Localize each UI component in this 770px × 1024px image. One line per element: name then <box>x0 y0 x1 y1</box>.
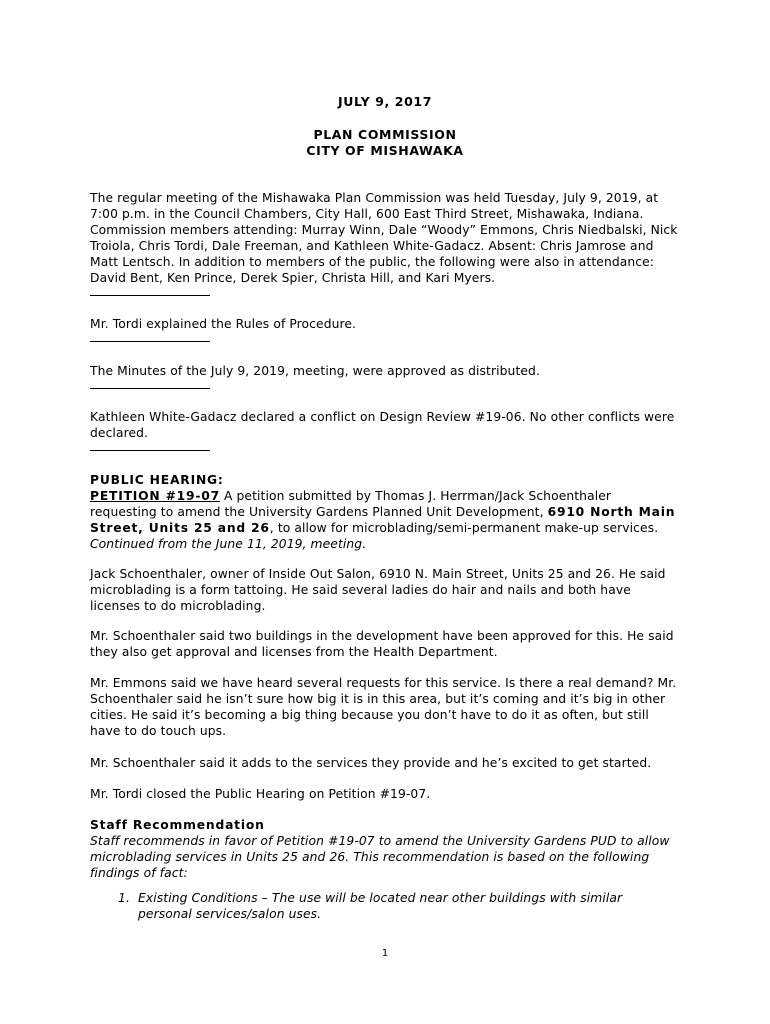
staff-heading: Staff Recommendation <box>90 818 265 832</box>
rules-paragraph: Mr. Tordi explained the Rules of Procedure. <box>90 317 357 331</box>
discussion-paragraph: Mr. Emmons said we have heard several requests for this service. Is there a real demand? Mr. Schoenthaler said he isn’t sure how big it is in this area, but it’s coming and it’s big in other cities. He said it’s becoming a big thing because you don’t have to do it as often, but still have to do touch ups. <box>90 676 677 738</box>
discussion-paragraph-4 <box>90 755 680 771</box>
intro-paragraph: The regular meeting of the Mishawaka Plan Commission was held Tuesday, July 9, 2019, at 7:00 p.m. in the Council Chambers, City Hall, 600 East Third Street, Mishawaka, Indiana. Commission members attending: Murray Winn, Dale “Woody” Emmons, Chris Niedbalski, Nick Troiola, Chris Tordi, Dale Freeman, and Kathleen White-Gadacz. Absent: Chris Jamrose and Matt Lentsch. In addition to members of the public, the following were also in attendance: David Bent, Ken Prince, Derek Spier, Christa Hill, and Kari Myers. <box>90 191 678 285</box>
minutes-section <box>90 363 680 389</box>
petition-text-2: , to allow for microblading/semi-permanent make-up services. <box>269 521 659 535</box>
meeting-date: JULY 9, 2017 <box>337 94 432 109</box>
divider-rule <box>90 341 210 342</box>
conflict-section <box>90 409 680 451</box>
discussion-paragraph: Mr. Schoenthaler said it adds to the services they provide and he’s excited to get started. <box>90 756 652 770</box>
divider-rule <box>90 295 210 296</box>
discussion-paragraph: Jack Schoenthaler, owner of Inside Out Salon, 6910 N. Main Street, Units 25 and 26. He said microblading is a form tattoing. He said several ladies do hair and nails and both have licenses to do microblading. <box>90 567 666 613</box>
discussion-paragraph: Mr. Schoenthaler said two buildings in the development have been approved for this. He said they also get approval and licenses from the Health Department. <box>90 629 674 659</box>
petition-text-1: A petition submitted by Thomas J. Herrman/Jack Schoenthaler requesting to amend the University Gardens Planned Unit Development, <box>90 489 612 519</box>
petition-address: 6910 North Main Street, Units 25 and 26 <box>90 505 676 535</box>
discussion-paragraph-2 <box>90 628 680 660</box>
discussion-paragraph-3 <box>90 675 680 739</box>
findings-list <box>90 890 680 922</box>
page-number: 1 <box>381 948 389 959</box>
staff-recommendation-section <box>90 817 680 922</box>
staff-text: Staff recommends in favor of Petition #19-07 to amend the University Gardens PUD to allow microblading services in Units 25 and 26. This recommendation is based on the following findings of fact: <box>90 834 670 880</box>
divider-rule <box>90 388 210 389</box>
finding-item: 1. Existing Conditions – The use will be located near other buildings with similar personal services/salon uses. <box>134 890 680 922</box>
intro-section <box>90 190 680 296</box>
divider-rule <box>90 450 210 451</box>
org-line-1: PLAN COMMISSION <box>313 127 457 142</box>
org-line-2: CITY OF MISHAWAKA <box>306 143 464 158</box>
public-hearing-section <box>90 472 680 552</box>
discussion-paragraph-1 <box>90 566 680 614</box>
conflict-paragraph: Kathleen White-Gadacz declared a conflict on Design Review #19-06. No other conflicts were declared. <box>90 410 675 440</box>
public-hearing-heading: PUBLIC HEARING: <box>90 473 224 487</box>
petition-label: PETITION #19-07 <box>90 489 220 503</box>
continued-note: Continued from the June 11, 2019, meeting. <box>90 537 367 551</box>
minutes-paragraph: The Minutes of the July 9, 2019, meeting, were approved as distributed. <box>90 364 540 378</box>
discussion-paragraph-5 <box>90 786 680 802</box>
discussion-paragraph: Mr. Tordi closed the Public Hearing on Petition #19-07. <box>90 787 431 801</box>
rules-section <box>90 316 680 342</box>
petition-paragraph <box>90 488 680 536</box>
